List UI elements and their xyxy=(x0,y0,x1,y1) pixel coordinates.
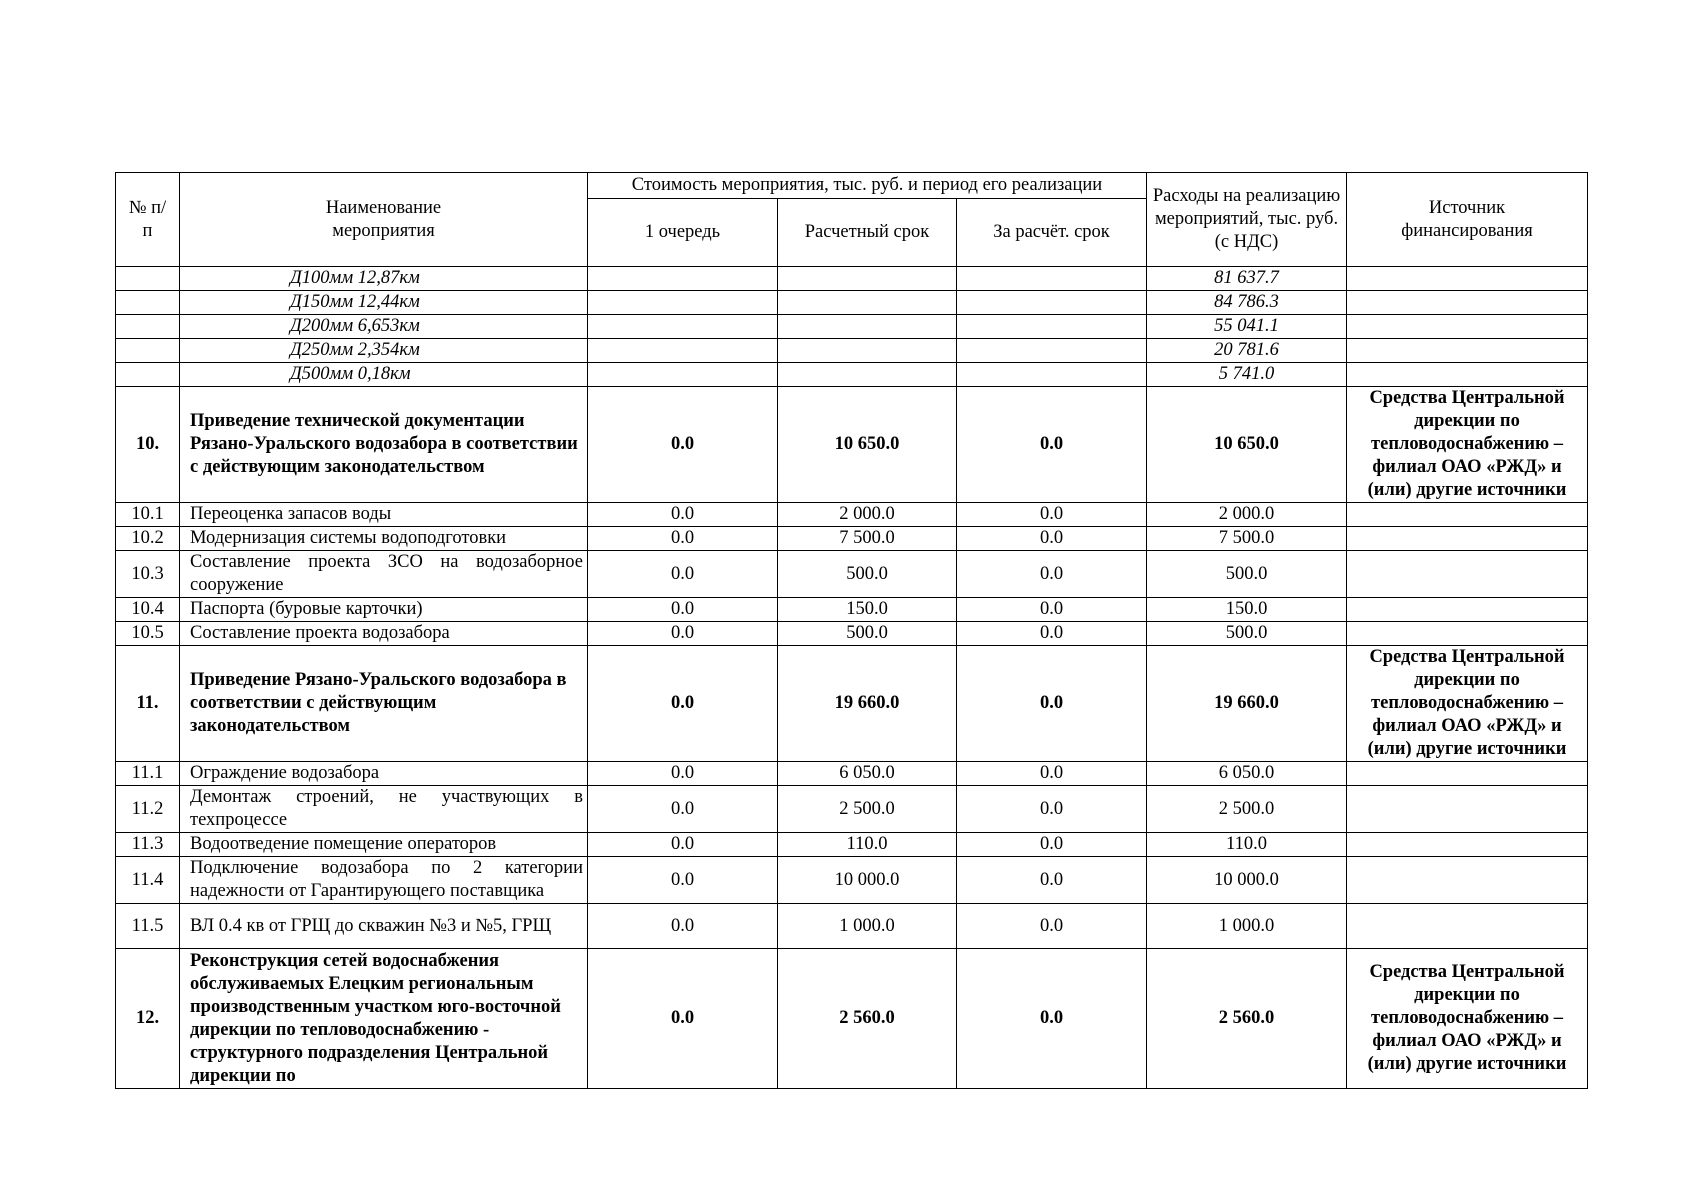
diameter-stage1 xyxy=(588,291,778,315)
item-stage1: 0.0 xyxy=(588,833,778,857)
diameter-stage1 xyxy=(588,363,778,387)
header-num: № п/п xyxy=(116,173,180,267)
item-beyond: 0.0 xyxy=(957,762,1147,786)
diameter-name: Д200мм 6,653км xyxy=(180,315,588,339)
diameter-row xyxy=(116,267,1588,291)
item-expenses: 7 500.0 xyxy=(1147,527,1347,551)
diameter-row xyxy=(116,339,1588,363)
diameter-expenses: 81 637.7 xyxy=(1147,267,1347,291)
item-name: Демонтаж строений, не участвующих в техпроцессе xyxy=(180,786,588,833)
group-beyond: 0.0 xyxy=(957,387,1147,503)
item-source xyxy=(1347,527,1588,551)
item-calc: 110.0 xyxy=(778,833,957,857)
item-num: 11.2 xyxy=(116,786,180,833)
item-num: 11.3 xyxy=(116,833,180,857)
group-stage1: 0.0 xyxy=(588,387,778,503)
group-stage1: 0.0 xyxy=(588,949,778,1089)
diameter-num xyxy=(116,339,180,363)
item-num: 10.2 xyxy=(116,527,180,551)
item-beyond: 0.0 xyxy=(957,833,1147,857)
diameter-expenses: 55 041.1 xyxy=(1147,315,1347,339)
diameter-beyond xyxy=(957,291,1147,315)
item-expenses: 2 000.0 xyxy=(1147,503,1347,527)
item-expenses: 1 000.0 xyxy=(1147,904,1347,949)
header-source: Источник финансирования xyxy=(1347,173,1588,267)
header-row-1 xyxy=(116,173,1588,199)
item-calc: 500.0 xyxy=(778,622,957,646)
item-expenses: 6 050.0 xyxy=(1147,762,1347,786)
group-name: Реконструкция сетей водоснабжения обслуживаемых Елецким региональным производственным участком юго-восточной дирекции по тепловодоснабжению - структурного подразделения Центральной дирекции по xyxy=(180,949,588,1089)
item-stage1: 0.0 xyxy=(588,786,778,833)
group-row xyxy=(116,387,1588,503)
diameter-source xyxy=(1347,291,1588,315)
item-beyond: 0.0 xyxy=(957,622,1147,646)
item-source xyxy=(1347,762,1588,786)
diameter-num xyxy=(116,267,180,291)
diameter-expenses: 20 781.6 xyxy=(1147,339,1347,363)
diameter-num xyxy=(116,291,180,315)
item-beyond: 0.0 xyxy=(957,904,1147,949)
group-num: 10. xyxy=(116,387,180,503)
item-stage1: 0.0 xyxy=(588,904,778,949)
item-stage1: 0.0 xyxy=(588,503,778,527)
item-beyond: 0.0 xyxy=(957,503,1147,527)
header-name: Наименование мероприятия xyxy=(180,173,588,267)
item-row xyxy=(116,527,1588,551)
item-source xyxy=(1347,622,1588,646)
measures-table xyxy=(115,172,1588,1089)
diameter-name: Д100мм 12,87км xyxy=(180,267,588,291)
item-source xyxy=(1347,857,1588,904)
item-row xyxy=(116,551,1588,598)
diameter-expenses: 84 786.3 xyxy=(1147,291,1347,315)
diameter-name: Д150мм 12,44км xyxy=(180,291,588,315)
header-cost-group: Стоимость мероприятия, тыс. руб. и период его реализации xyxy=(588,173,1147,199)
item-row xyxy=(116,503,1588,527)
item-stage1: 0.0 xyxy=(588,527,778,551)
header-expenses: Расходы на реализацию мероприятий, тыс. руб. (с НДС) xyxy=(1147,173,1347,267)
item-stage1: 0.0 xyxy=(588,762,778,786)
item-num: 11.1 xyxy=(116,762,180,786)
diameter-num xyxy=(116,315,180,339)
diameter-row xyxy=(116,315,1588,339)
diameter-row xyxy=(116,291,1588,315)
diameter-calc xyxy=(778,315,957,339)
diameter-stage1 xyxy=(588,315,778,339)
item-name: Составление проекта ЗСО на водозаборное сооружение xyxy=(180,551,588,598)
item-name: Составление проекта водозабора xyxy=(180,622,588,646)
item-calc: 2 500.0 xyxy=(778,786,957,833)
diameter-num xyxy=(116,363,180,387)
item-calc: 10 000.0 xyxy=(778,857,957,904)
item-source xyxy=(1347,598,1588,622)
item-name: Ограждение водозабора xyxy=(180,762,588,786)
item-num: 10.4 xyxy=(116,598,180,622)
diameter-calc xyxy=(778,339,957,363)
diameter-name: Д500мм 0,18км xyxy=(180,363,588,387)
group-calc: 2 560.0 xyxy=(778,949,957,1089)
diameter-name: Д250мм 2,354км xyxy=(180,339,588,363)
item-num: 10.5 xyxy=(116,622,180,646)
group-calc: 10 650.0 xyxy=(778,387,957,503)
item-expenses: 110.0 xyxy=(1147,833,1347,857)
group-calc: 19 660.0 xyxy=(778,646,957,762)
item-expenses: 500.0 xyxy=(1147,551,1347,598)
diameter-source xyxy=(1347,315,1588,339)
item-row xyxy=(116,762,1588,786)
item-calc: 6 050.0 xyxy=(778,762,957,786)
item-calc: 150.0 xyxy=(778,598,957,622)
item-beyond: 0.0 xyxy=(957,857,1147,904)
group-num: 11. xyxy=(116,646,180,762)
diameter-row xyxy=(116,363,1588,387)
diameter-stage1 xyxy=(588,267,778,291)
diameter-calc xyxy=(778,363,957,387)
diameter-source xyxy=(1347,339,1588,363)
item-stage1: 0.0 xyxy=(588,857,778,904)
diameter-beyond xyxy=(957,339,1147,363)
item-stage1: 0.0 xyxy=(588,551,778,598)
item-beyond: 0.0 xyxy=(957,598,1147,622)
group-beyond: 0.0 xyxy=(957,646,1147,762)
item-row xyxy=(116,786,1588,833)
item-beyond: 0.0 xyxy=(957,786,1147,833)
item-name: ВЛ 0.4 кв от ГРЩ до скважин №3 и №5, ГРЩ xyxy=(180,904,588,949)
group-source: Средства Центральной дирекции по тепловодоснабжению – филиал ОАО «РЖД» и (или) другие источники xyxy=(1347,387,1588,503)
header-stage1: 1 очередь xyxy=(588,199,778,267)
item-row xyxy=(116,833,1588,857)
item-source xyxy=(1347,904,1588,949)
diameter-stage1 xyxy=(588,339,778,363)
item-calc: 1 000.0 xyxy=(778,904,957,949)
diameter-source xyxy=(1347,363,1588,387)
diameter-calc xyxy=(778,267,957,291)
diameter-beyond xyxy=(957,363,1147,387)
item-name: Модернизация системы водоподготовки xyxy=(180,527,588,551)
item-row xyxy=(116,904,1588,949)
group-name: Приведение Рязано-Уральского водозабора в соответствии с действующим законодательством xyxy=(180,646,588,762)
diameter-rows xyxy=(116,267,1588,387)
group-row xyxy=(116,949,1588,1089)
item-calc: 500.0 xyxy=(778,551,957,598)
item-name: Подключение водозабора по 2 категории надежности от Гарантирующего поставщика xyxy=(180,857,588,904)
item-name: Водоотведение помещение операторов xyxy=(180,833,588,857)
item-row xyxy=(116,857,1588,904)
item-calc: 2 000.0 xyxy=(778,503,957,527)
group-expenses: 10 650.0 xyxy=(1147,387,1347,503)
item-row xyxy=(116,622,1588,646)
item-expenses: 2 500.0 xyxy=(1147,786,1347,833)
item-stage1: 0.0 xyxy=(588,622,778,646)
item-num: 11.5 xyxy=(116,904,180,949)
item-source xyxy=(1347,551,1588,598)
diameter-beyond xyxy=(957,315,1147,339)
item-expenses: 10 000.0 xyxy=(1147,857,1347,904)
group-name: Приведение технической документации Рязано-Уральского водозабора в соответствии с действующим законодательством xyxy=(180,387,588,503)
item-beyond: 0.0 xyxy=(957,551,1147,598)
group-row xyxy=(116,646,1588,762)
item-num: 11.4 xyxy=(116,857,180,904)
item-beyond: 0.0 xyxy=(957,527,1147,551)
group-num: 12. xyxy=(116,949,180,1089)
measure-groups xyxy=(116,387,1588,1089)
diameter-source xyxy=(1347,267,1588,291)
item-row xyxy=(116,598,1588,622)
item-source xyxy=(1347,786,1588,833)
header-beyond-period: За расчёт. срок xyxy=(957,199,1147,267)
item-source xyxy=(1347,503,1588,527)
item-source xyxy=(1347,833,1588,857)
group-expenses: 19 660.0 xyxy=(1147,646,1347,762)
item-stage1: 0.0 xyxy=(588,598,778,622)
group-stage1: 0.0 xyxy=(588,646,778,762)
item-expenses: 500.0 xyxy=(1147,622,1347,646)
group-expenses: 2 560.0 xyxy=(1147,949,1347,1089)
group-beyond: 0.0 xyxy=(957,949,1147,1089)
diameter-beyond xyxy=(957,267,1147,291)
item-num: 10.1 xyxy=(116,503,180,527)
diameter-calc xyxy=(778,291,957,315)
item-expenses: 150.0 xyxy=(1147,598,1347,622)
group-source: Средства Центральной дирекции по тепловодоснабжению – филиал ОАО «РЖД» и (или) другие источники xyxy=(1347,949,1588,1089)
group-source: Средства Центральной дирекции по тепловодоснабжению – филиал ОАО «РЖД» и (или) другие источники xyxy=(1347,646,1588,762)
item-num: 10.3 xyxy=(116,551,180,598)
item-calc: 7 500.0 xyxy=(778,527,957,551)
item-name: Паспорта (буровые карточки) xyxy=(180,598,588,622)
diameter-expenses: 5 741.0 xyxy=(1147,363,1347,387)
item-name: Переоценка запасов воды xyxy=(180,503,588,527)
header-calc-period: Расчетный срок xyxy=(778,199,957,267)
